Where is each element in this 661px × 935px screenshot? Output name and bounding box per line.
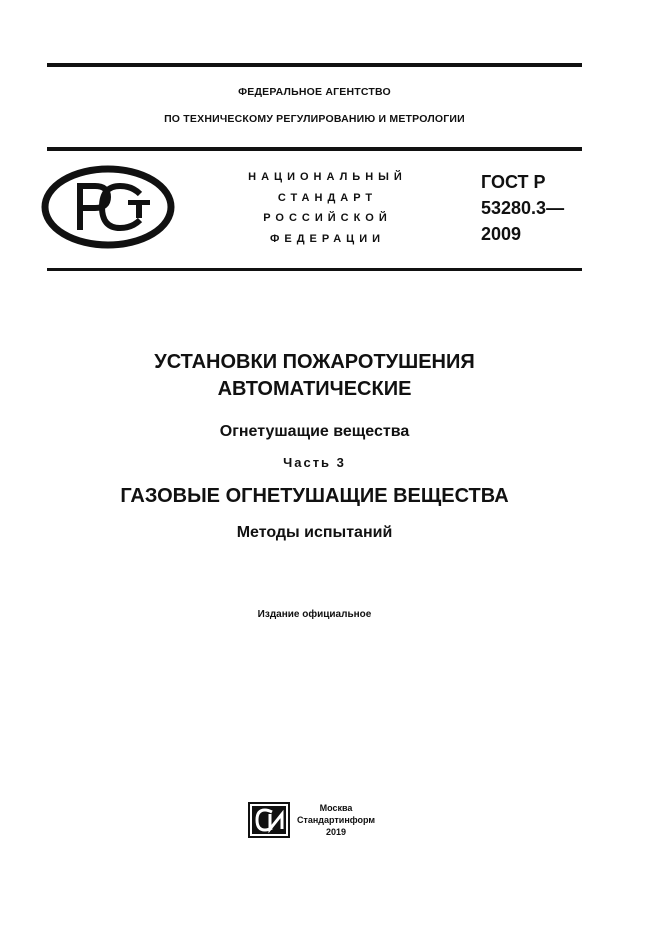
- gost-designation-line-1: ГОСТ Р: [481, 172, 546, 192]
- document-title-line-2: АВТОМАТИЧЕСКИЕ: [217, 378, 412, 400]
- agency-line-1: ФЕДЕРАЛЬНОЕ АГЕНТСТВО: [238, 86, 391, 98]
- rst-conformity-mark-icon: [40, 164, 176, 250]
- document-part-number: Часть 3: [283, 455, 346, 470]
- agency-line-2: ПО ТЕХНИЧЕСКОМУ РЕГУЛИРОВАНИЮ И МЕТРОЛОГИИ: [164, 113, 465, 125]
- gost-designation-line-2: 53280.3—: [481, 198, 565, 218]
- gost-designation-line-3: 2009: [481, 224, 522, 244]
- national-standard-line-3: РОССИЙСКОЙ: [263, 212, 392, 224]
- header-rule: [47, 147, 582, 151]
- edition-label: Издание официальное: [257, 609, 372, 620]
- national-standard-line-4: ФЕДЕРАЦИИ: [269, 233, 386, 245]
- document-methods: Методы испытаний: [236, 524, 393, 541]
- document-part-title: ГАЗОВЫЕ ОГНЕТУШАЩИЕ ВЕЩЕСТВА: [120, 485, 509, 507]
- middle-rule: [47, 268, 582, 271]
- document-title-line-1: УСТАНОВКИ ПОЖАРОТУШЕНИЯ: [154, 351, 475, 373]
- national-standard-line-1: НАЦИОНАЛЬНЫЙ: [248, 171, 407, 183]
- top-rule: [47, 63, 582, 67]
- publisher-year: 2019: [325, 827, 347, 837]
- publisher-city: Москва: [319, 803, 353, 813]
- national-standard-line-2: СТАНДАРТ: [277, 192, 378, 204]
- publisher-name: Стандартинформ: [296, 815, 376, 825]
- document-subtitle: Огнетушащие вещества: [219, 423, 410, 440]
- standartinform-logo-icon: [248, 802, 290, 838]
